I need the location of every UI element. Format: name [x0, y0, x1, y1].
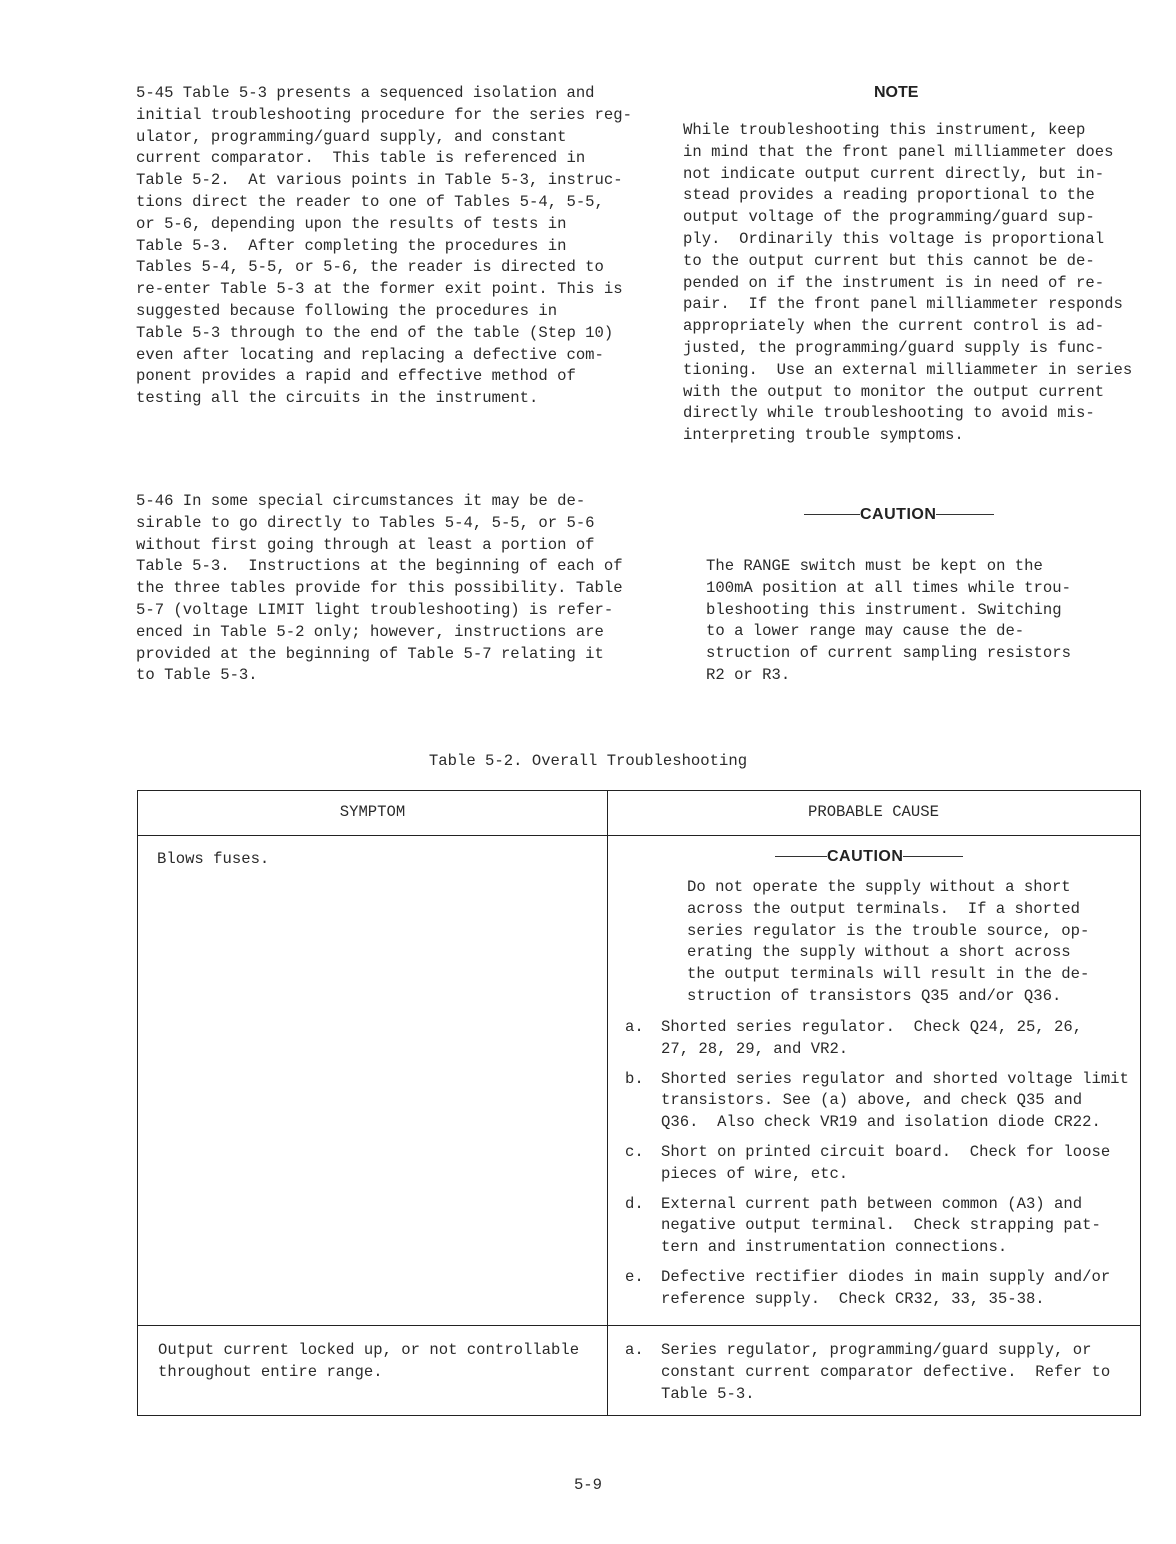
cause-text-line: Table 5-3. [661, 1384, 755, 1403]
cause-item [625, 1017, 1129, 1061]
text-line: stead provides a reading proportional to the [683, 186, 1095, 205]
text-line: While troubleshooting this instrument, keep [683, 121, 1086, 139]
cause-label: b. [625, 1069, 644, 1088]
cause-text-line: tern and instrumentation connections. [661, 1238, 1008, 1257]
text-line: struction of current sampling resistors [706, 644, 1071, 663]
caution-text [706, 556, 1071, 687]
text-line: pended on if the instrument is in need of re- [683, 273, 1105, 292]
cause-item [625, 1142, 1129, 1186]
cause-item [625, 1194, 1129, 1259]
cause-text-line: constant current comparator defective. Refer to [661, 1362, 1111, 1381]
cause-text-line: Series regulator, programming/guard supply, or [661, 1341, 1092, 1359]
symptom-text: Blows fuses. [157, 850, 270, 868]
cause-text-line: transistors. See (a) above, and check Q35 and [661, 1091, 1083, 1110]
page-number: 5-9 [573, 1476, 603, 1494]
text-line: 5-46 In some special circumstances it may be de- [136, 492, 586, 510]
text-line: Table 5-3 through to the end of the table (Step 10) [136, 323, 614, 342]
cause-label: a. [625, 1018, 644, 1036]
text-line: sirable to go directly to Tables 5-4, 5-5, or 5-6 [136, 513, 595, 532]
row1-causes [625, 1017, 1129, 1319]
text-line: ulator, programming/guard supply, and constant [136, 127, 567, 146]
text-line: provided at the beginning of Table 5-7 relating it [136, 644, 604, 663]
text-line: Table 5-3. After completing the procedures in [136, 236, 567, 255]
text-line: Do not operate the supply without a short [687, 878, 1071, 896]
header-probable-cause: PROBABLE CAUSE [807, 803, 939, 821]
text-line: output voltage of the programming/guard sup- [683, 208, 1095, 227]
text-line: Output current locked up, or not controllable [158, 1341, 580, 1359]
text-line: testing all the circuits in the instrument. [136, 389, 539, 408]
text-line: series regulator is the trouble source, op- [687, 921, 1090, 940]
text-line: without first going through at least a portion of [136, 535, 595, 554]
row-divider [138, 1325, 1140, 1326]
text-line: to the output current but this cannot be de- [683, 251, 1095, 270]
text-line: or 5-6, depending upon the results of tests in [136, 214, 567, 233]
row1-symptom [157, 849, 269, 871]
caution-rule-right [903, 856, 963, 857]
text-line: bleshooting this instrument. Switching [706, 600, 1062, 619]
text-line: not indicate output current directly, but in- [683, 164, 1105, 183]
text-line: erating the supply without a short across [687, 943, 1071, 962]
text-line: in mind that the front panel milliammeter does [683, 142, 1114, 161]
text-line: the three tables provide for this possibility. Table [136, 579, 623, 598]
text-line: 5-7 (voltage LIMIT light troubleshooting) is refer- [136, 600, 614, 619]
cause-label: d. [625, 1194, 644, 1213]
troubleshooting-table [137, 790, 1141, 1416]
text-line: to a lower range may cause the de- [706, 622, 1025, 641]
cause-text-line: negative output terminal. Check strapping pat- [661, 1216, 1101, 1235]
row2-causes [625, 1340, 1110, 1413]
text-line: interpreting trouble symptoms. [683, 426, 964, 445]
text-line: with the output to monitor the output current [683, 382, 1105, 401]
text-line: pair. If the front panel milliammeter responds [683, 295, 1123, 314]
text-line: suggested because following the procedures in [136, 301, 558, 320]
cause-text-line: Defective rectifier diodes in main supply and/or [661, 1267, 1111, 1286]
cause-text-line: Shorted series regulator. Check Q24, 25, 26, [661, 1018, 1083, 1036]
cause-item [625, 1267, 1129, 1311]
cause-label: c. [625, 1142, 644, 1161]
cause-text-line: Q36. Also check VR19 and isolation diode CR22. [661, 1113, 1101, 1132]
paragraph-5-46 [136, 491, 623, 687]
cause-text-line: Shorted series regulator and shorted voltage limit [661, 1069, 1129, 1088]
text-line: justed, the programming/guard supply is func- [683, 338, 1105, 357]
header-symptom: SYMPTOM [339, 803, 406, 821]
text-line: Tables 5-4, 5-5, or 5-6, the reader is directed to [136, 258, 604, 277]
text-line: appropriately when the current control is ad- [683, 317, 1105, 336]
cause-text-line: External current path between common (A3) and [661, 1194, 1083, 1213]
row1-caution-heading [775, 848, 963, 866]
text-line: initial troubleshooting procedure for the series reg- [136, 105, 632, 124]
text-line: directly while troubleshooting to avoid mis- [683, 404, 1095, 423]
text-line: 5-45 Table 5-3 presents a sequenced isolation and [136, 84, 595, 102]
caution-label: CAUTION [860, 506, 937, 523]
note-text [683, 120, 1132, 447]
table-caption: Table 5-2. Overall Troubleshooting [428, 752, 748, 770]
note-heading: NOTE [874, 84, 919, 101]
caution-rule-right [936, 514, 994, 515]
row2-symptom [158, 1340, 579, 1384]
caution-rule-left [804, 514, 860, 515]
cause-label: a. [625, 1341, 644, 1359]
header-divider [138, 835, 1140, 836]
cause-text-line: reference supply. Check CR32, 33, 35-38. [661, 1289, 1045, 1308]
cause-item [625, 1340, 1110, 1405]
cause-item [625, 1069, 1129, 1134]
text-line: throughout entire range. [158, 1362, 383, 1381]
caution-label: CAUTION [827, 848, 904, 865]
text-line: ponent provides a rapid and effective method of [136, 367, 576, 386]
text-line: to Table 5-3. [136, 666, 258, 685]
text-line: The RANGE switch must be kept on the [706, 557, 1043, 575]
text-line: enced in Table 5-2 only; however, instructions are [136, 622, 604, 641]
cause-text-line: Short on printed circuit board. Check for loose [661, 1142, 1111, 1161]
caution-heading [804, 506, 994, 524]
text-line: across the output terminals. If a shorted [687, 899, 1081, 918]
text-line: ply. Ordinarily this voltage is proportional [683, 229, 1105, 248]
text-line: struction of transistors Q35 and/or Q36. [687, 986, 1062, 1005]
text-line: Table 5-2. At various points in Table 5-3, instruc- [136, 171, 623, 190]
caution-rule-left [775, 856, 827, 857]
text-line: 100mA position at all times while trou- [706, 578, 1071, 597]
paragraph-5-45 [136, 83, 632, 410]
text-line: Table 5-3. Instructions at the beginning of each of [136, 557, 623, 576]
row1-caution-text [687, 877, 1089, 1008]
cause-label: e. [625, 1267, 644, 1286]
text-line: R2 or R3. [706, 665, 791, 684]
cause-text-line: 27, 28, 29, and VR2. [661, 1039, 849, 1058]
column-divider [607, 791, 608, 1415]
cause-text-line: pieces of wire, etc. [661, 1164, 849, 1183]
text-line: tioning. Use an external milliammeter in series [683, 360, 1133, 379]
text-line: even after locating and replacing a defective com- [136, 345, 604, 364]
text-line: tions direct the reader to one of Tables 5-4, 5-5, [136, 192, 604, 211]
text-line: re-enter Table 5-3 at the former exit point. This is [136, 280, 623, 299]
text-line: the output terminals will result in the de- [687, 965, 1090, 984]
text-line: current comparator. This table is referenced in [136, 149, 586, 168]
